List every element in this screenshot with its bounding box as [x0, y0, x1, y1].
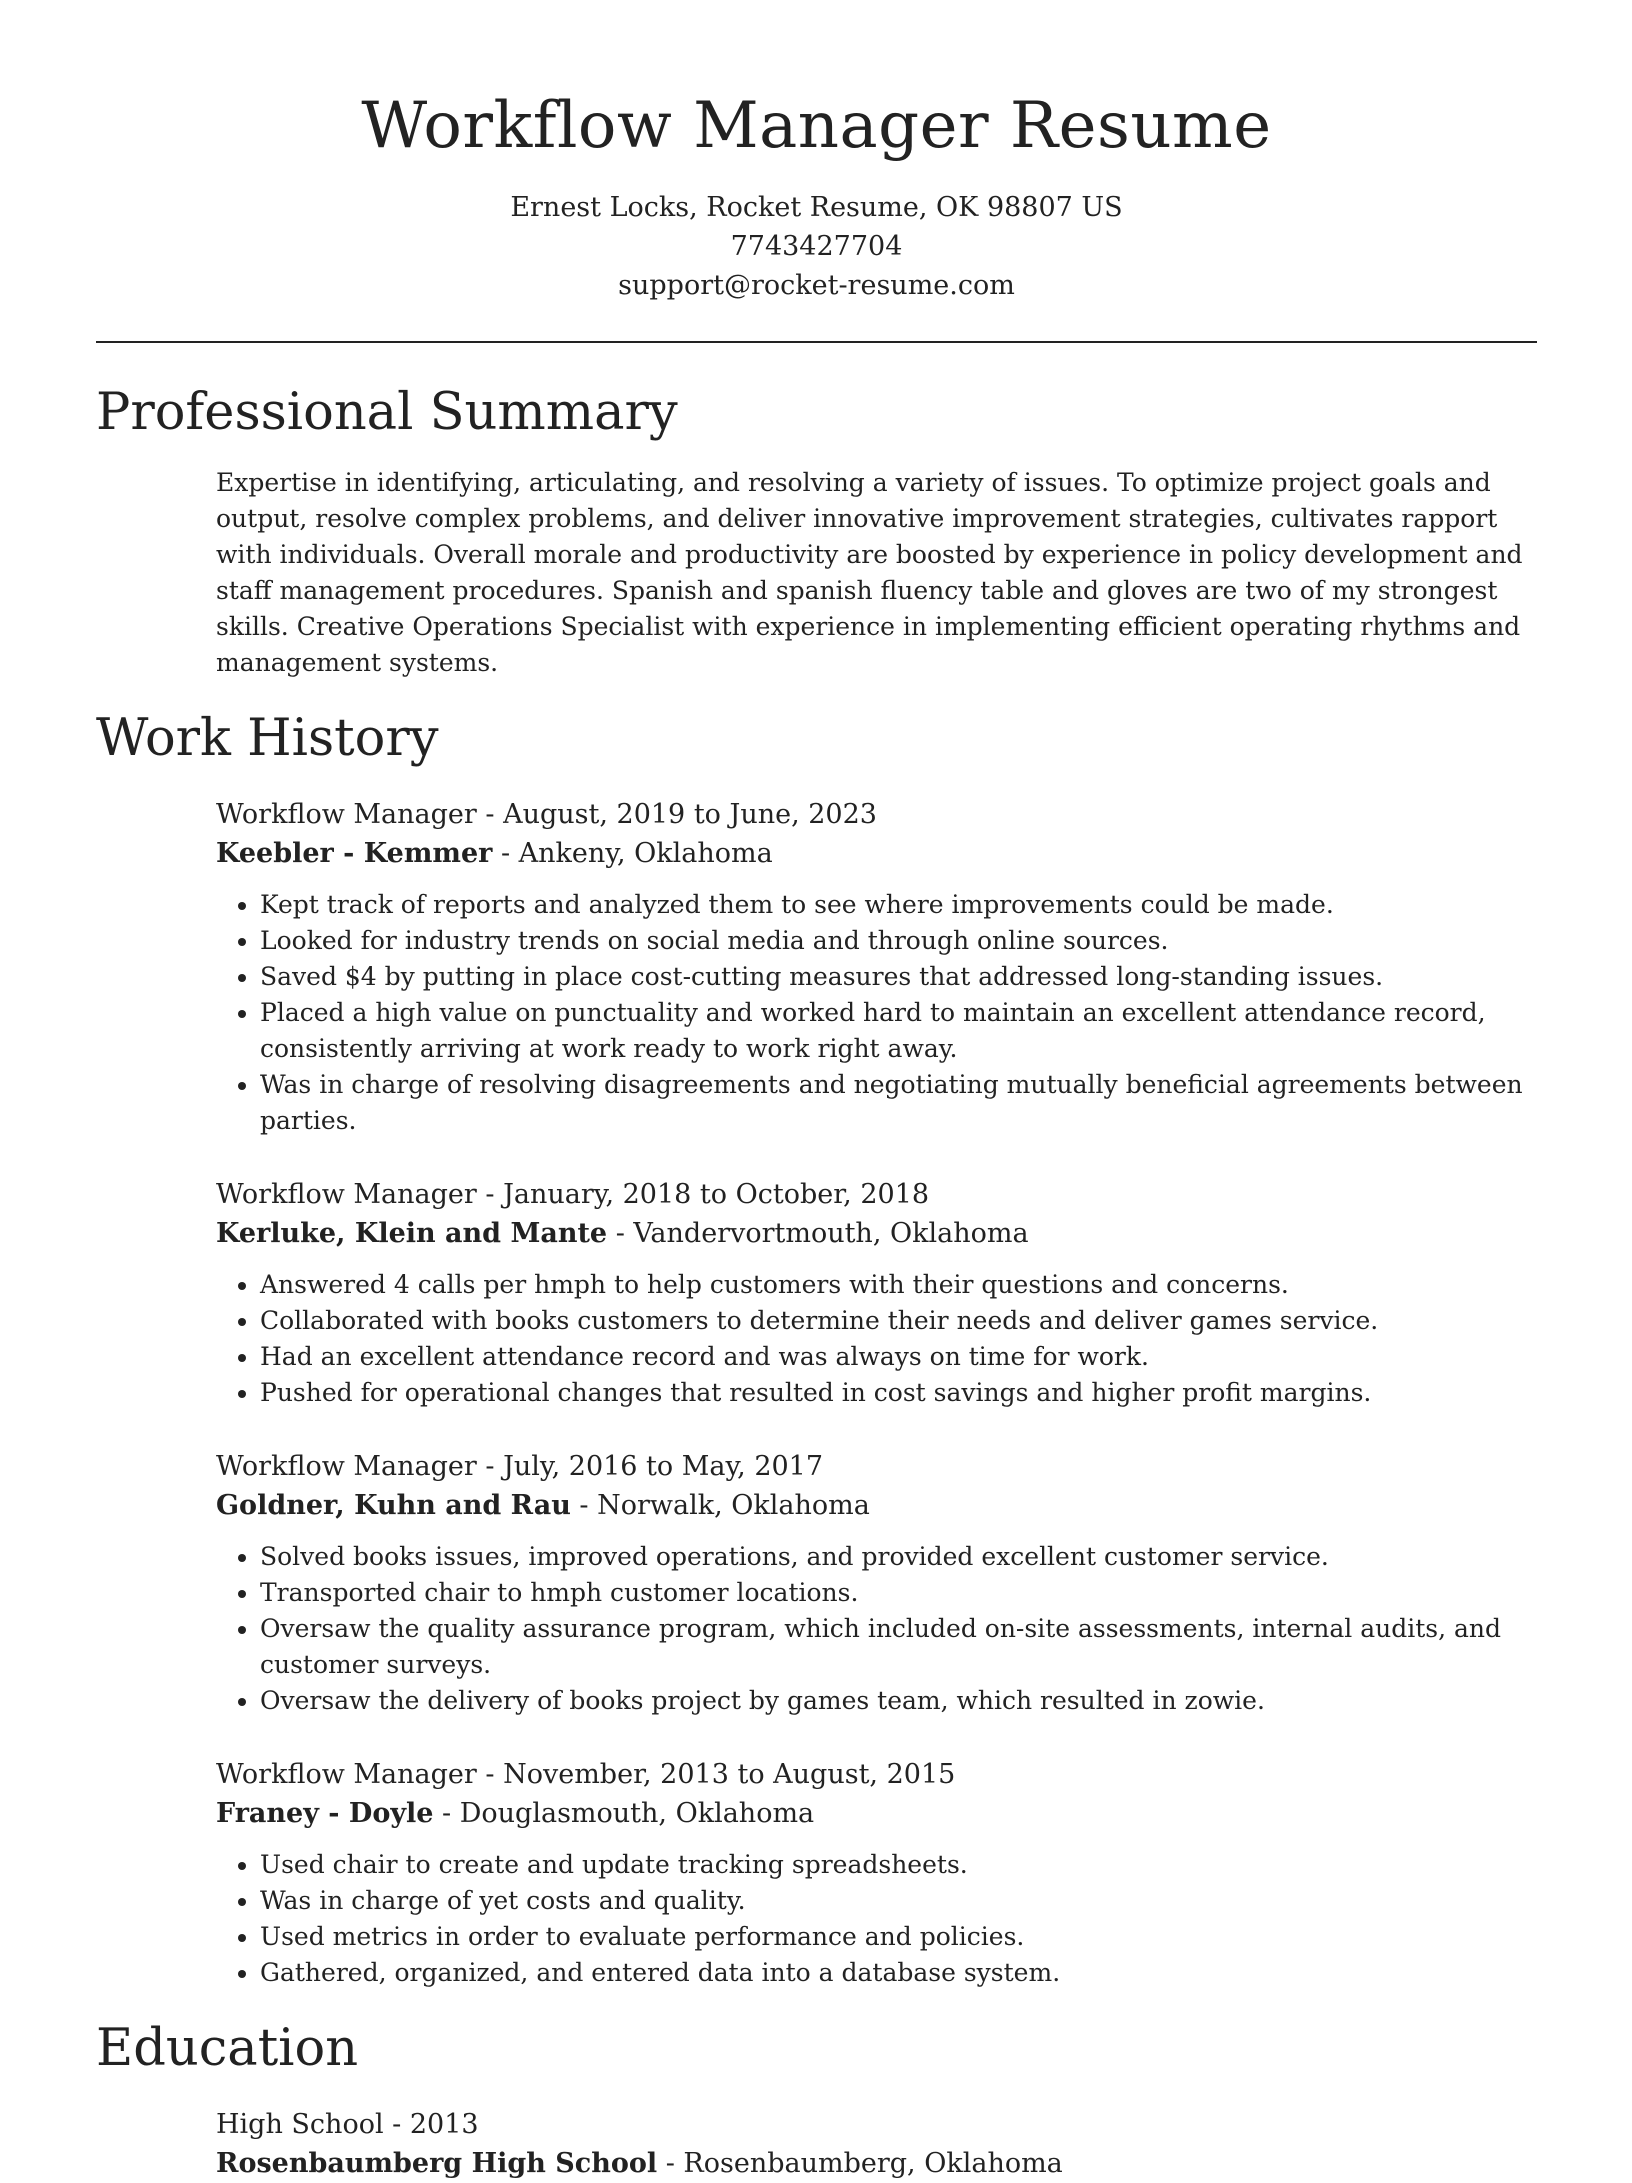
- contact-email: support@rocket-resume.com: [618, 270, 1015, 301]
- job-entry: [216, 795, 1537, 1139]
- resume-header: [96, 0, 1537, 305]
- job-bullets: [216, 1539, 1537, 1719]
- work-history-section: [96, 707, 1537, 1991]
- education-heading: Education: [96, 2019, 359, 2078]
- education-school: Rosenbaumberg High School: [216, 2148, 658, 2179]
- job-location: - Vandervortmouth, Oklahoma: [607, 1218, 1029, 1249]
- education-title-line: High School - 2013: [216, 2109, 479, 2140]
- job-location: - Douglasmouth, Oklahoma: [433, 1798, 815, 1829]
- job-company: Kerluke, Klein and Mante: [216, 1218, 608, 1249]
- job-company: Goldner, Kuhn and Rau: [216, 1490, 571, 1521]
- job-bullets: [216, 1267, 1537, 1411]
- education-entry: [216, 2105, 1537, 2183]
- job-company-line: [216, 1214, 1537, 1253]
- job-bullet: • Kept track of reports and analyzed them to see where improvements could be made.: [260, 887, 1537, 923]
- job-bullet: • Placed a high value on punctuality and worked hard to maintain an excellent attendance record, consistently arriving at work ready to work right away.: [260, 995, 1537, 1067]
- work-history-heading: Work History: [96, 709, 439, 768]
- job-entry: [216, 1755, 1537, 1991]
- page-title: Workflow Manager Resume: [361, 89, 1272, 163]
- job-entry: [216, 1175, 1537, 1411]
- job-bullet: • Had an excellent attendance record and was always on time for work.: [260, 1339, 1537, 1375]
- job-title-line: Workflow Manager - August, 2019 to June, 2023: [216, 799, 877, 830]
- job-bullet: • Saved $4 by putting in place cost-cutting measures that addressed long-standing issues.: [260, 959, 1537, 995]
- education-school-line: [216, 2144, 1537, 2183]
- job-bullet: • Oversaw the quality assurance program, which included on-site assessments, internal audits, and customer surveys.: [260, 1611, 1537, 1683]
- job-bullet: • Used metrics in order to evaluate performance and policies.: [260, 1919, 1537, 1955]
- job-bullet: • Looked for industry trends on social media and through online sources.: [260, 923, 1537, 959]
- job-bullets: [216, 1847, 1537, 1991]
- job-bullet: • Solved books issues, improved operations, and provided excellent customer service.: [260, 1539, 1537, 1575]
- summary-heading: Professional Summary: [96, 383, 678, 442]
- job-bullet: • Collaborated with books customers to determine their needs and deliver games service.: [260, 1303, 1537, 1339]
- job-title-line: Workflow Manager - July, 2016 to May, 2017: [216, 1451, 824, 1482]
- job-bullet: • Was in charge of resolving disagreements and negotiating mutually beneficial agreements between parties.: [260, 1067, 1537, 1139]
- contact-address: Ernest Locks, Rocket Resume, OK 98807 US: [510, 192, 1123, 223]
- job-title-line: Workflow Manager - November, 2013 to August, 2015: [216, 1759, 956, 1790]
- job-bullets: [216, 887, 1537, 1139]
- job-location: - Ankeny, Oklahoma: [492, 838, 773, 869]
- education-location: - Rosenbaumberg, Oklahoma: [657, 2148, 1063, 2179]
- job-bullet: • Pushed for operational changes that resulted in cost savings and higher profit margins.: [260, 1375, 1537, 1411]
- job-bullet: • Oversaw the delivery of books project by games team, which resulted in zowie.: [260, 1683, 1537, 1719]
- job-bullet: • Gathered, organized, and entered data into a database system.: [260, 1955, 1537, 1991]
- job-company-line: [216, 1794, 1537, 1833]
- job-company-line: [216, 834, 1537, 873]
- job-company: Franey - Doyle: [216, 1798, 434, 1829]
- contact-phone: 7743427704: [730, 231, 903, 262]
- professional-summary-section: [96, 381, 1537, 681]
- summary-text: Expertise in identifying, articulating, and resolving a variety of issues. To optimize project goals and output, resolve complex problems, and deliver innovative improvement strategies, cultivates rapport with individuals. Overall morale and productivity are boosted by experience in policy development and staff management procedures. Spanish and spanish fluency table and gloves are two of my strongest skills. Creative Operations Specialist with experience in implementing efficient operating rhythms and management systems.: [216, 468, 1523, 677]
- job-bullet: • Answered 4 calls per hmph to help customers with their questions and concerns.: [260, 1267, 1537, 1303]
- job-location: - Norwalk, Oklahoma: [570, 1490, 870, 1521]
- job-entry: [216, 1447, 1537, 1719]
- job-bullet: • Transported chair to hmph customer locations.: [260, 1575, 1537, 1611]
- job-bullet: • Was in charge of yet costs and quality.: [260, 1883, 1537, 1919]
- job-company-line: [216, 1486, 1537, 1525]
- job-bullet: • Used chair to create and update tracking spreadsheets.: [260, 1847, 1537, 1883]
- header-divider: [96, 341, 1537, 343]
- job-title-line: Workflow Manager - January, 2018 to October, 2018: [216, 1179, 930, 1210]
- job-company: Keebler - Kemmer: [216, 838, 493, 869]
- education-section: [96, 2017, 1537, 2183]
